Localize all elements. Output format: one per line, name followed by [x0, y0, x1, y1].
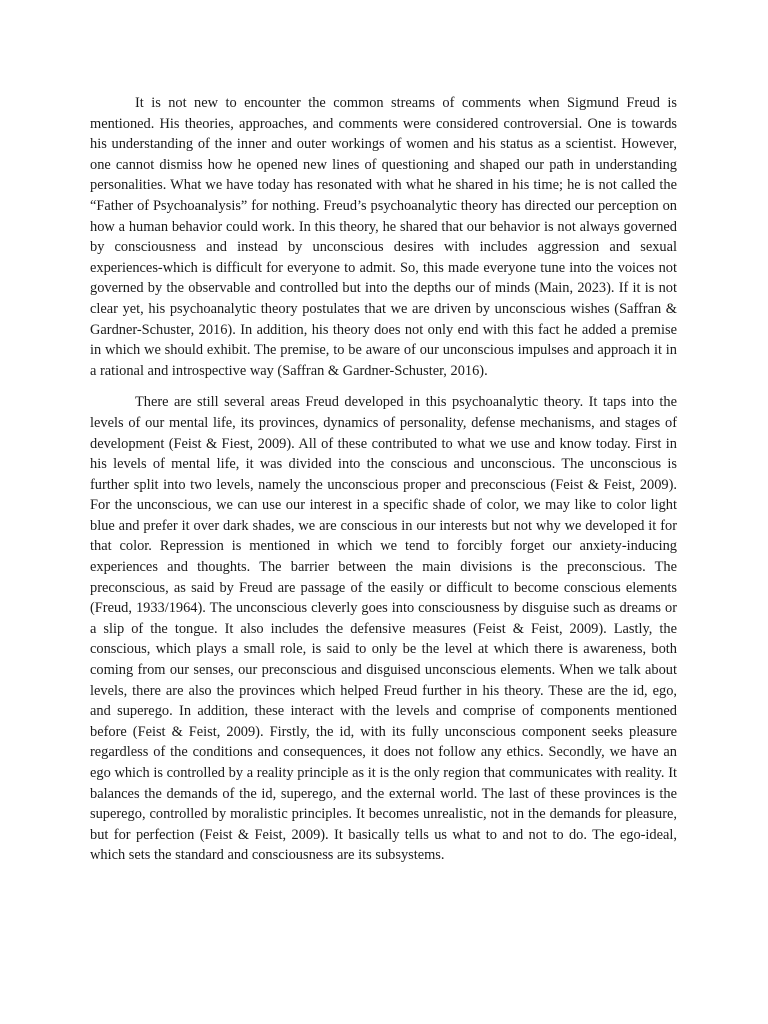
- document-page: [90, 93, 677, 877]
- body-paragraph-1: It is not new to encounter the common streams of comments when Sigmund Freud is mentioned. His theories, approaches, and comments were considered controversial. One is towards his understanding of the inner and outer workings of women and his status as a scientist. However, one cannot dismiss how he opened new lines of questioning and shaped our path in understanding personalities. What we have today has resonated with what he shared in his time; he is not called the “Father of Psychoanalysis” for nothing. Freud’s psychoanalytic theory has directed our perception on how a human behavior could work. In this theory, he shared that our behavior is not always governed by consciousness and instead by unconscious desires with includes aggression and sexual experiences-which is difficult for everyone to admit. So, this made everyone tune into the voices not governed by the observable and controlled but into the depths our of minds (Main, 2023). If it is not clear yet, his psychoanalytic theory postulates that we are driven by unconscious wishes (Saffran & Gardner-Schuster, 2016). In addition, his theory does not only end with this fact he added a premise in which we should exhibit. The premise, to be aware of our unconscious impulses and approach it in a rational and introspective way (Saffran & Gardner-Schuster, 2016).: [90, 95, 677, 379]
- body-paragraph-2: There are still several areas Freud developed in this psychoanalytic theory. It taps into the levels of our mental life, its provinces, dynamics of personality, defense mechanisms, and stages of development (Feist & Fiest, 2009). All of these contributed to what we use and know today. First in his levels of mental life, it was divided into the conscious and unconscious. The unconscious is further split into two levels, namely the unconscious proper and preconscious (Feist & Feist, 2009). For the unconscious, we can use our interest in a specific shade of color, we may like to color light blue and prefer it over dark shades, we are conscious in our interests but not why we developed it for that color. Repression is mentioned in which we tend to forcibly forget our anxiety-inducing experiences and thoughts. The barrier between the main divisions is the preconscious. The preconscious, as said by Freud are passage of the easily or difficult to become conscious elements (Freud, 1933/1964). The unconscious cleverly goes into consciousness by disguise such as dreams or a slip of the tongue. It also includes the defensive measures (Feist & Feist, 2009). Lastly, the conscious, which plays a small role, is said to only be the level at which there is awareness, both coming from our senses, our preconscious and disguised unconscious elements. When we talk about levels, there are also the provinces which helped Freud further in his theory. These are the id, ego, and superego. In addition, these interact with the levels and comprise of components mentioned before (Feist & Feist, 2009). Firstly, the id, with its fully unconscious component seeks pleasure regardless of the conditions and consequences, it does not follow any ethics. Secondly, we have an ego which is controlled by a reality principle as it is the only region that communicates with reality. It balances the demands of the id, superego, and the external world. The last of these provinces is the superego, controlled by moralistic principles. It becomes unrealistic, not in the demands for pleasure, but for perfection (Feist & Feist, 2009). It basically tells us what to and not to do. The ego-ideal, which sets the standard and consciousness are its subsystems.: [90, 394, 677, 864]
